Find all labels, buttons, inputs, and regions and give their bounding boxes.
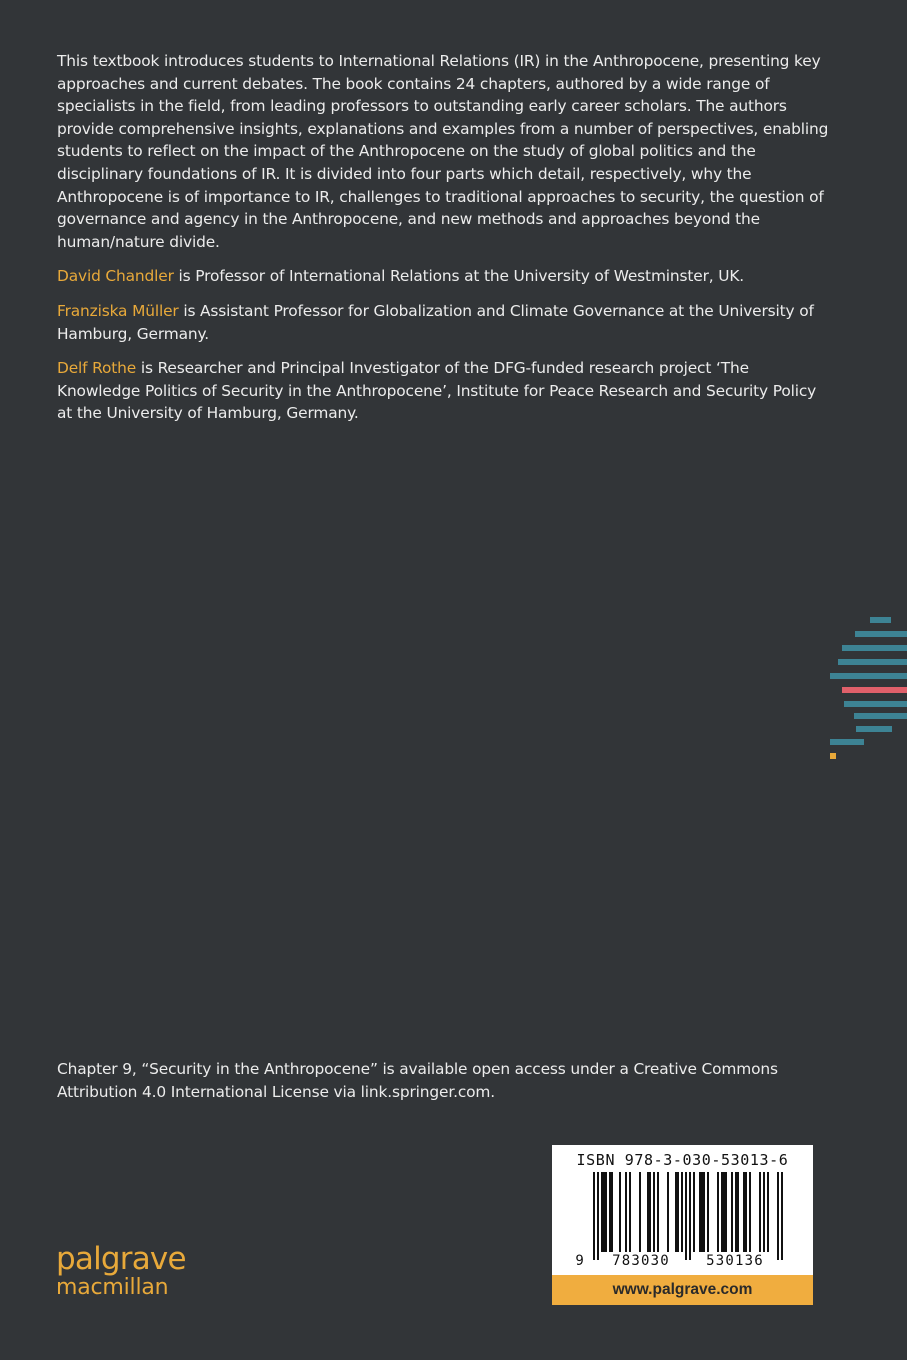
deco-square [830, 753, 836, 759]
barcode-graphic [552, 1145, 813, 1275]
barcode-bar [707, 1172, 709, 1252]
barcode-bar [601, 1172, 603, 1252]
barcode-bar [649, 1172, 651, 1252]
barcode-bar [667, 1172, 669, 1252]
barcode-bar [605, 1172, 607, 1252]
barcode-bar [777, 1172, 779, 1260]
barcode-bar [689, 1172, 691, 1260]
logo-line-palgrave: palgrave [56, 1241, 186, 1277]
back-cover-text [57, 50, 832, 437]
barcode-bar [611, 1172, 613, 1252]
barcode-bar [619, 1172, 621, 1252]
barcode-bar [781, 1172, 783, 1260]
author-bio-rothe [57, 357, 832, 425]
barcode-bar [737, 1172, 739, 1252]
barcode-bar [763, 1172, 765, 1252]
deco-bar [855, 631, 907, 637]
deco-bar [842, 645, 907, 651]
barcode-bar [685, 1172, 687, 1260]
publisher-logo [56, 1241, 186, 1300]
barcode-bar [767, 1172, 769, 1252]
barcode-bar [693, 1172, 695, 1252]
deco-bar [838, 659, 907, 665]
barcode-bar [609, 1172, 611, 1252]
barcode-bar [717, 1172, 719, 1252]
barcode-bar [721, 1172, 723, 1252]
barcode-bar [699, 1172, 701, 1252]
barcode-bar [749, 1172, 751, 1252]
isbn-barcode [552, 1145, 813, 1275]
barcode-bar [743, 1172, 745, 1252]
barcode-bar [675, 1172, 677, 1252]
barcode-bar [597, 1172, 599, 1260]
barcode-bar [647, 1172, 649, 1252]
deco-bar [856, 726, 892, 732]
barcode-bar [723, 1172, 725, 1252]
deco-bar-highlight [842, 687, 907, 693]
deco-bar [830, 739, 864, 745]
author-bio-muller [57, 300, 832, 345]
barcode-digits: 9 [575, 1253, 585, 1269]
author-name: Delf Rothe [57, 359, 137, 378]
barcode-bar [681, 1172, 683, 1252]
barcode-bar [731, 1172, 733, 1252]
barcode-digits: 530136 [706, 1253, 764, 1269]
author-name: Franziska Müller [57, 301, 179, 320]
author-bio-text: is Researcher and Principal Investigator of the DFG-funded research project ‘The Knowledge Politics of Security in the Anthropocene’, Institute for Peace Research and Security Policy at the University of Hamburg, Germany. [57, 359, 817, 423]
author-bio-text: is Assistant Professor for Globalization and Climate Governance at the University of Hamburg, Germany. [57, 301, 814, 343]
barcode-bar [639, 1172, 641, 1252]
barcode-bar [657, 1172, 659, 1252]
barcode-bar [629, 1172, 631, 1252]
author-bio-chandler [57, 265, 832, 288]
barcode-digits: 783030 [612, 1253, 670, 1269]
barcode-bar [625, 1172, 627, 1252]
deco-bar [830, 673, 907, 679]
barcode-bar [701, 1172, 703, 1252]
barcode-bar [677, 1172, 679, 1252]
decorative-bars-graphic [828, 615, 907, 761]
isbn-number: ISBN 978-3-030-53013-6 [576, 1151, 789, 1169]
deco-bar [844, 701, 907, 707]
barcode-bar [745, 1172, 747, 1252]
book-description: This textbook introduces students to International Relations (IR) in the Anthropocene, presenting key approaches and current debates. The book contains 24 chapters, authored by a wide range of specialists in the field, from leading professors to outstanding early career scholars. The authors provide comprehensive insights, explanations and examples from a number of perspectives, enabling students to reflect on the impact of the Anthropocene on the study of global politics and the disciplinary foundations of IR. It is divided into four parts which detail, respectively, why the Anthropocene is of importance to IR, challenges to traditional approaches to security, the question of governance and agency in the Anthropocene, and new methods and approaches beyond the human/nature divide. [57, 52, 829, 251]
author-name: David Chandler [57, 267, 174, 286]
barcode-bar [759, 1172, 761, 1252]
barcode-bar [603, 1172, 605, 1252]
barcode-bar [653, 1172, 655, 1252]
barcode-bar [593, 1172, 595, 1260]
barcode-bar [725, 1172, 727, 1252]
publisher-website: www.palgrave.com [552, 1275, 813, 1305]
logo-line-macmillan: macmillan [56, 1275, 169, 1300]
barcode-bar [703, 1172, 705, 1252]
open-access-note: Chapter 9, “Security in the Anthropocene” is available open access under a Creative Commons Attribution 4.0 International License via link.springer.com. [57, 1060, 778, 1101]
deco-bar [854, 713, 907, 719]
author-bio-text: is Professor of International Relations at the University of Westminster, UK. [173, 267, 745, 286]
deco-bar [870, 617, 891, 623]
barcode-bar [735, 1172, 737, 1252]
